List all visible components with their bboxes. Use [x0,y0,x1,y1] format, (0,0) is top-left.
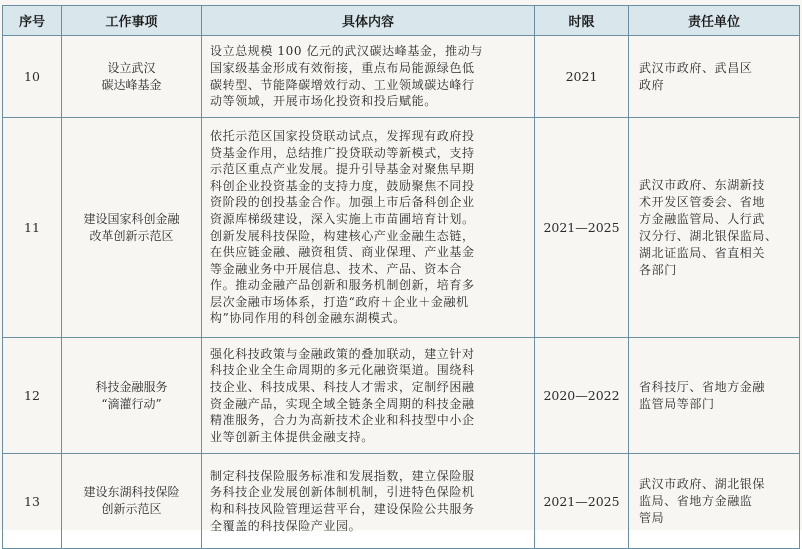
row-content [202,338,535,454]
row-item [62,118,202,338]
row-item [62,36,202,118]
content-line: 科技企业全生命周期的多元化融资渠道。围绕科 [210,363,475,378]
item-line: “滴灌行动” [101,396,162,411]
content-line: 科创企业投资基金的支持力度，鼓励聚焦不同投 [210,178,475,193]
content-line: 资金融产品，实现全域全链条全周期的科技金融 [210,396,475,411]
content-line: 动等领域，开展市场化投资和投后赋能。 [210,94,437,109]
item-line: 建设国家科创金融 [83,211,180,226]
item-line: 建设东湖科技保险 [83,485,180,499]
content-line: 精准服务，合力为高新技术企业和科技型中小企 [210,413,475,428]
table-header-row [3,6,800,36]
row-period: 2021—2025 [535,118,629,338]
content-line: 构和科技风险管理运营平台，建设保险公共服务 [210,502,475,516]
row-unit [629,338,800,454]
unit-line: 术开发区管委会、省地 [639,194,766,209]
header-item: 工作事项 [62,6,202,36]
unit-line: 政府 [639,77,665,92]
row-unit [629,36,800,118]
table-row [3,454,800,549]
content-line: 制定科技保险服务标准和发展指数，建立保险服 [210,468,475,483]
content-line: 等金融业务中开展信息、技术、产品、资本合 [210,261,463,276]
row-period: 2020—2022 [535,338,629,454]
content-line: 作。推动金融产品创新和服务机制创新，培育多 [210,278,475,293]
content-line: 资阶段的创投基金合作。加强上市后备科创企业 [210,195,475,210]
content-line: 贷基金作用，总结推广投贷联动等新模式，支持 [210,145,475,160]
row-content [202,454,535,549]
content-line: 构”协同作用的科创金融东湖模式。 [210,311,406,326]
item-line: 创新示范区 [101,502,162,516]
item-line: 碳达峰基金 [101,77,162,92]
row-item [62,454,202,549]
content-line: 技企业、科技成果、科技人才需求，定制纾困融 [210,379,475,394]
content-line: 设立总规模 100 亿元的武汉碳达峰基金，推动与 [210,44,483,59]
table-row [3,36,800,118]
row-seq: 13 [3,454,62,549]
content-line: 在供应链金融、融资租赁、商业保理、产业基金 [210,245,475,260]
row-seq: 12 [3,338,62,454]
unit-line: 省科技厅、省地方金融 [639,379,766,394]
row-unit [629,118,800,338]
header-period: 时限 [535,6,629,36]
table-row [3,338,800,454]
content-line: 国家级基金形成有效衔接，重点布局能源绿色低 [210,60,475,75]
content-line: 层次金融市场体系，打造“政府＋企业＋金融机 [210,294,469,309]
row-period: 2021 [535,36,629,118]
unit-line: 管局 [639,510,665,525]
content-line: 创新发展科技保险，构建核心产业金融生态链， [210,228,475,243]
table-body [3,36,800,549]
unit-line: 监局、省地方金融监 [639,493,753,508]
row-content [202,118,535,338]
row-seq: 11 [3,118,62,338]
content-line: 碳转型、节能降碳增效行动、工业领域碳达峰行 [210,77,475,92]
header-content: 具体内容 [202,6,535,36]
content-line: 全覆盖的科技保险产业园。 [210,518,362,533]
unit-line: 各部门 [639,262,677,277]
unit-line: 汉分行、湖北银保监局、 [639,228,778,243]
content-line: 示范区重点产业发展。提升引导基金对聚焦早期 [210,162,475,177]
unit-line: 武汉市政府、武昌区 [639,60,753,75]
table-row [3,118,800,338]
unit-line: 武汉市政府、湖北银保 [639,476,766,491]
work-items-table [2,5,800,549]
content-line: 业等创新主体提供金融支持。 [210,429,374,444]
row-period: 2021—2025 [535,454,629,549]
row-item [62,338,202,454]
unit-line: 武汉市政府、东湖新技 [639,177,766,192]
row-content [202,36,535,118]
item-line: 科技金融服务 [95,379,168,394]
unit-line: 监管局等部门 [639,396,715,411]
item-line: 设立武汉 [107,60,156,75]
unit-line: 方金融监管局、人行武 [639,211,766,226]
row-unit [629,454,800,549]
item-line: 改革创新示范区 [89,228,174,243]
unit-line: 湖北证监局、省直相关 [639,245,766,260]
header-seq: 序号 [3,6,62,36]
header-unit: 责任单位 [629,6,800,36]
content-line: 资源库梯级建设，深入实施上市苗圃培育计划。 [210,211,475,226]
row-seq: 10 [3,36,62,118]
content-line: 依托示范区国家投贷联动试点，发挥现有政府投 [210,128,475,143]
content-line: 强化科技政策与金融政策的叠加联动，建立针对 [210,346,475,361]
content-line: 务科技企业发展创新体制机制，引进特色保险机 [210,485,475,500]
